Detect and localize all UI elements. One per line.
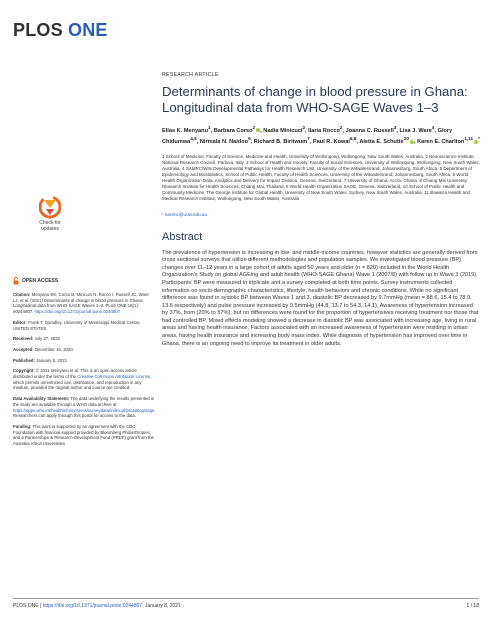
funding-text: This work is supported by an agreement with the CDC Foundation with financial support provided by Bloomberg Philanthropies, and a Partnerships & Research Development Fund (PRDF) grant from the Australia Africa Universities xyxy=(13,423,154,447)
open-access-row xyxy=(13,277,153,285)
editor-label: Editor: xyxy=(13,319,27,325)
copyright-text-2: , which permits unrestricted use, distribution, and reproduction in any medium, provided the original author and source are credited. xyxy=(13,374,152,391)
copyright xyxy=(13,368,155,391)
author-name: , Karen E. Charlton xyxy=(413,139,465,146)
author-name: Elias K. Menyanu xyxy=(162,127,209,134)
author-affil-sup: 6 xyxy=(248,136,251,142)
article-title: Determinants of change in blood pressure in Ghana: Longitudinal data from WHO-SAGE Waves 1–3 xyxy=(162,84,468,115)
data-availability-text: The data underlying the results presented in the study are available through a WHO data archive at: xyxy=(13,396,155,407)
author-affil-sup: 1,11 xyxy=(464,136,474,142)
footer-separator: | xyxy=(38,603,43,609)
article-metadata xyxy=(13,292,155,452)
author-affil-sup: 2 xyxy=(252,125,256,130)
article-main xyxy=(162,72,480,348)
author-name: , Barbara Corso xyxy=(210,127,253,134)
author-list xyxy=(162,124,480,147)
received-date xyxy=(13,336,155,342)
citation xyxy=(13,292,155,315)
check-updates-label: Check for updates xyxy=(39,220,61,232)
author-name: , Paul R. Kowal xyxy=(309,139,350,146)
citation-doi-link[interactable]: https://doi.org/10.1371/journal.pone.0244807 xyxy=(34,309,121,315)
author-affil-sup: 6,8 xyxy=(349,136,357,142)
footer-left xyxy=(13,603,181,609)
footer-page-number: 1 / 18 xyxy=(466,603,479,609)
funding xyxy=(13,424,155,447)
received-text: July 27, 2020 xyxy=(33,336,61,342)
author-name: , Nirmala N. Naidoo xyxy=(196,139,249,146)
author-name: , Lisa J. Ware xyxy=(396,127,432,134)
abstract-text: The prevalence of hypertension is increasing in low- and middle-income countries, however statistics are generally derived from cross sectional surveys that utilize different methodologies and population samples. We investigated blood pressure (BP) changes over 11–12 years in a large cohort of adults aged 50 years and older (n = 820) included in the World Health Organization’s Study on global AGEing and adult health (WHO-SAGE Ghana) Wave 1 (2007/8) with follow up in Wave 3 (2019). Participants’ BP were measured in triplicate and a survey completed at both time points. Survey instruments collected information on socio-demographic characteristics, lifestyle, health behaviors and chronic conditions. While no significant difference was found in systolic BP between Waves 1 and 3, diastolic BP decreased by 9.7mmHg (mean = 88.6, 15.4 to 78.9, 13.6 respectively) and pulse pressure increased by 9.5mmHg (44.8, 13.7 to 54.3, 14.1). Awareness of hypertension increased by 37%, from (20% to 57%), but no differences were found for the proportion of hypertensives receiving treatment nor those that had controlled BP. Mixed effects modeling showed a decrease in diastolic BP was associated with increasing age, living in rural areas and having health insurance. Factors associated with an increased awareness of hypertension were residing in urban areas, having health insurance and increasing body mass index. While diagnosis of hypertension has improved over time in Ghana, there is an ongoing need to improve its treatment in older adults. xyxy=(162,249,479,347)
footer-doi-link[interactable]: https://doi.org/10.1371/journal.pone.0244807 xyxy=(42,603,143,609)
data-availability-label: Data Availability Statement: xyxy=(13,396,70,402)
abstract-heading: Abstract xyxy=(162,230,203,243)
author-affil-sup: 3 xyxy=(393,125,397,130)
journal-logo-part1: PLOS xyxy=(13,20,63,40)
author-affil-sup: 1 xyxy=(208,125,211,130)
author-affil-sup: 7 xyxy=(307,136,310,142)
author-affil-sup: 2 xyxy=(302,125,306,130)
article-type: RESEARCH ARTICLE xyxy=(162,72,219,78)
accepted-text: December 16, 2020 xyxy=(33,346,73,352)
author-affil-sup: 2 xyxy=(339,125,343,130)
journal-logo-part2: ONE xyxy=(62,20,108,40)
affiliations: 1 School of Medicine, Faculty of Science, Medicine and Health, University of Wollongong, Wollongong, New South Wales, Australia, 2 Neuroscience Institute, National Research Council, Padova, Italy, 3 School of Health and Society, Faculty of Social Sciences, University of Wollongong, Wollongong, New South Wales, Australia, 4 SAMRC/Wits Developmental Pathways for Health Research Unit, University of the Witwatersrand, Johannesburg, South Africa, 5 Department of Epidemiology and Biostatistics, School of Public Health, Faculty of Health Sciences, University of the Witwatersrand, Johannesburg, South Africa, 6 World Health Organization Data, Analytics and Delivery for Impact Division, Geneva, Switzerland, 7 University of Ghana, Accra, Ghana, 8 Chiang Mai University Research Institute for Health Sciences, Chiang Mai, Thailand, 9 World Health Organization SAGE, Geneva, Switzerland, 10 School of Public Health and Community Medicine, The George Institute for Global Health, University of New South Wales, Sydney, New South Wales, Australia, 11 Illawarra Health and Medical Research Institute, Wollongong, New South Wales, Australia xyxy=(162,153,480,201)
corresponding-marker: * xyxy=(478,136,480,142)
author-name: , Richard B. Biritwum xyxy=(250,139,308,146)
check-updates-icon xyxy=(39,195,61,219)
author-affil-sup: 10 xyxy=(403,136,409,142)
data-archive-link[interactable]: https://apps.who.int/healthinfo/systems/surveydata/index.php/catalog/sage xyxy=(13,407,155,413)
accepted-date xyxy=(13,347,155,353)
author-name: , Aletta E. Schutte xyxy=(356,139,404,146)
received-label: Received: xyxy=(13,336,34,342)
author-affil-sup: 4,5 xyxy=(190,136,197,142)
license-link[interactable]: Creative Commons Attribution License xyxy=(77,374,151,380)
open-access-label: OPEN ACCESS xyxy=(22,278,59,284)
check-for-updates-badge[interactable] xyxy=(33,195,67,233)
editor-text: Frank T. Spradley, University of Mississippi Medical Center, UNITED STATES xyxy=(13,319,141,331)
author-name: , Joanna C. Russell xyxy=(342,127,394,134)
editor xyxy=(13,320,155,331)
author-affil-sup: 4 xyxy=(431,125,435,130)
copyright-text: © 2021 Menyanu et al. This is an open access article distributed under the terms of the xyxy=(13,368,137,380)
published-text: January 8, 2021 xyxy=(34,357,67,363)
published-date xyxy=(13,358,155,364)
author-name: , Nadia Minicuci xyxy=(260,127,303,134)
citation-label: Citation: xyxy=(13,292,31,297)
funding-label: Funding: xyxy=(13,423,32,429)
footer-journal: PLOS ONE xyxy=(13,603,39,609)
author-name: , Glory Chidumwa xyxy=(162,127,453,146)
author-name: , Ilaria Rocco xyxy=(305,127,340,134)
open-lock-icon xyxy=(13,277,19,285)
journal-logo xyxy=(13,20,108,41)
citation-text: Menyanu EK, Corso B, Minicuci N, Rocco I, Russell JC, Ware LJ, et al. (2021) Determinants of change in blood pressure in Ghana: Longitudinal data from WHO-SAGE Waves 1–3. PLoS ONE 16(1): e0244807. xyxy=(13,292,149,315)
data-availability-text-2: . Researchers can apply through this portal for access to the data. xyxy=(13,407,156,419)
data-availability xyxy=(13,396,155,419)
footer-date: January 8, 2021 xyxy=(144,603,181,609)
published-label: Published: xyxy=(13,357,35,363)
accepted-label: Accepted: xyxy=(13,346,34,352)
page-footer xyxy=(13,598,479,609)
corresponding-email[interactable]: * karenc@uow.edu.au xyxy=(162,211,208,217)
copyright-label: Copyright: xyxy=(13,368,35,374)
